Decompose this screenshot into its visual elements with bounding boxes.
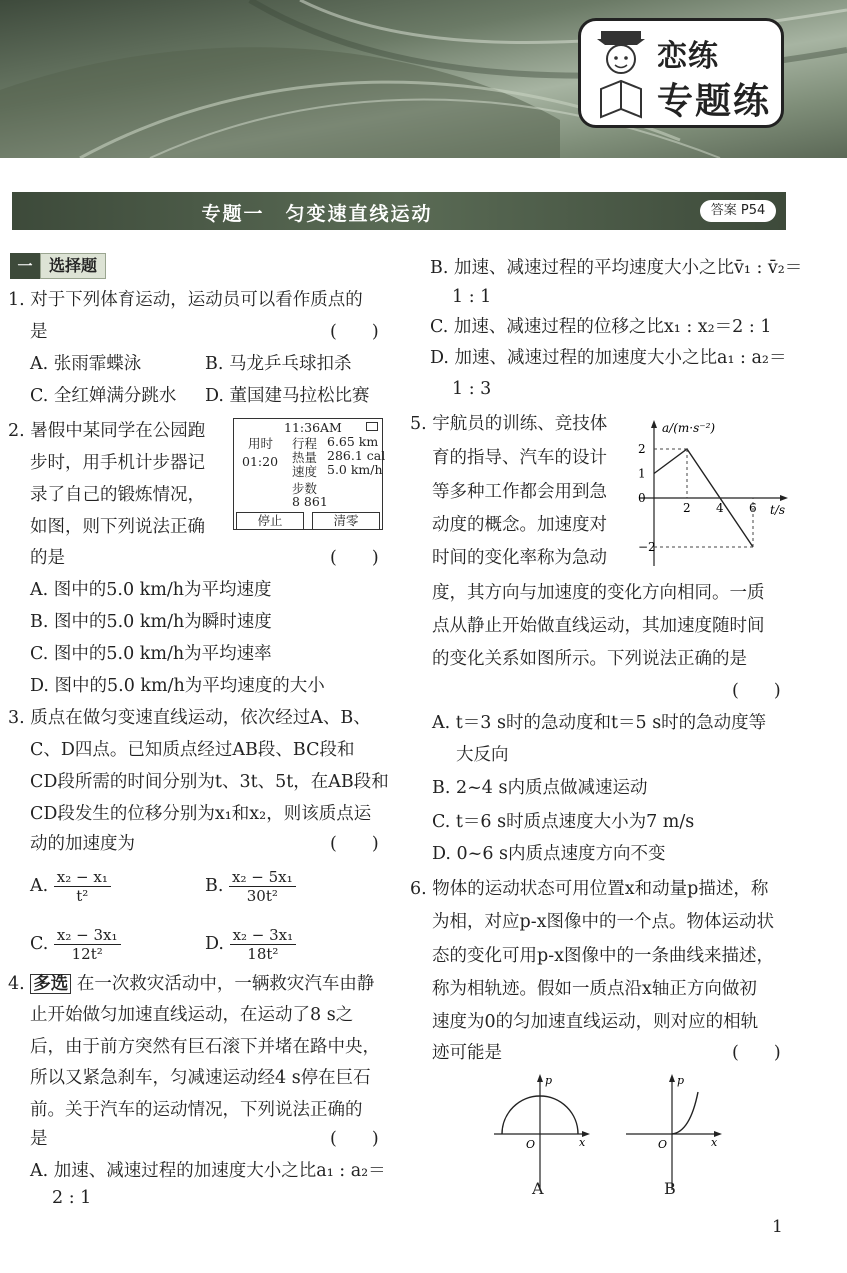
section-tag (10, 253, 106, 279)
graph-a-caption: A (532, 1179, 544, 1198)
q5-stem-line3: 等多种工作都会用到急 (432, 482, 607, 502)
section-number: 一 (10, 253, 40, 279)
q4-option-c: C. 加速、减速过程的位移之比x₁ : x₂＝2 : 1 (430, 317, 772, 337)
q3-option-b-label: B. (205, 876, 224, 896)
graph-b-curve (672, 1092, 698, 1134)
q6-stem-line1: 6. 物体的运动状态可用位置x和动量p描述，称 (410, 879, 769, 899)
graph-b-p-arrow (669, 1074, 675, 1082)
q5-option-c: C. t＝6 s时质点速度大小为7 m/s (432, 812, 695, 832)
q3-option-b-denominator: 30t² (246, 887, 278, 905)
q2-answer-paren: ( ) (330, 548, 379, 568)
q3-option-c-fraction (54, 926, 121, 963)
graph-a-p-arrow (537, 1074, 543, 1082)
x-axis-label: t/s (770, 503, 786, 517)
q5-option-d: D. 0~6 s内质点速度方向不变 (432, 844, 666, 864)
pedometer-distance-label: 行程 (292, 436, 318, 451)
q5-stem-line5: 时间的变化率称为急动 (432, 548, 607, 568)
phase-graph-b (622, 1072, 732, 1192)
q2-stem-line3: 录了自己的锻炼情况， (30, 485, 205, 505)
q4-stem-line4: 所以又紧急刹车，匀减速运动经4 s停在巨石 (30, 1068, 371, 1088)
x-tick-label-2: 2 (683, 501, 691, 515)
q4-stem-line6: 是 (30, 1129, 48, 1149)
pedometer-time: 11:36AM (284, 420, 342, 435)
q4-stem-line3: 后，由于前方突然有巨石滚下并堵在路中央， (30, 1037, 380, 1057)
x-axis-arrow (780, 495, 788, 501)
pedometer-steps-label: 步数 (292, 481, 318, 496)
q3-option-a-label: A. (30, 876, 49, 896)
q4-option-a: A. 加速、减速过程的加速度大小之比a₁ : a₂＝ (30, 1161, 386, 1181)
q3-stem-line1: 3. 质点在做匀变速直线运动，依次经过A、B、 (8, 708, 371, 728)
q1-option-a: A. 张雨霏蝶泳 (30, 354, 142, 374)
q6-answer-paren: ( ) (732, 1043, 781, 1063)
q1-answer-paren: ( ) (330, 322, 379, 342)
q3-option-d-label: D. (205, 934, 224, 954)
q4-number: 4. (8, 974, 25, 994)
q5-stem-line6: 度，其方向与加速度的变化方向相同。一质 (432, 583, 765, 603)
q5-stem-line4: 动度的概念。加速度对 (432, 515, 607, 535)
graph-a-p-label: p (545, 1074, 553, 1087)
y-tick-label-1: 1 (638, 466, 646, 481)
q4-answer-paren: ( ) (330, 1129, 379, 1149)
q2-option-b: B. 图中的5.0 km/h为瞬时速度 (30, 612, 272, 632)
q6-stem-line6: 迹可能是 (432, 1043, 502, 1063)
q6-stem-line5: 速度为0的匀加速直线运动，则对应的相轨 (432, 1012, 759, 1032)
q4-option-a-ratio: 2 : 1 (52, 1188, 92, 1208)
q3-option-c-denominator: 12t² (71, 945, 103, 963)
q3-option-d-fraction (230, 926, 297, 963)
q2-stem-line4: 如图，则下列说法正确 (30, 517, 205, 537)
q5-option-b: B. 2~4 s内质点做减速运动 (432, 778, 648, 798)
q5-stem-line8: 的变化关系如图所示。下列说法正确的是 (432, 649, 747, 669)
q4-stem-line5: 前。关于汽车的运动情况，下列说法正确的 (30, 1100, 363, 1120)
y-tick-label-0: 2 (638, 442, 646, 456)
page-number: 1 (772, 1217, 783, 1237)
q5-option-a: A. t＝3 s时的急动度和t＝5 s时的急动度等 (432, 713, 767, 733)
graph-a-origin: O (526, 1138, 536, 1151)
q6-stem-line2: 为相，对应p-x图像中的一个点。物体运动状 (432, 912, 774, 932)
q2-stem-line1: 2. 暑假中某同学在公园跑 (8, 421, 206, 441)
pedometer-heat-value: 286.1 cal (327, 448, 386, 463)
student-reading-icon (587, 25, 657, 125)
topic-header (12, 192, 786, 230)
q3-option-a (30, 868, 111, 905)
q1-option-d: D. 董国建马拉松比赛 (205, 386, 370, 406)
q3-stem-line2: C、D四点。已知质点经过AB段、BC段和 (30, 740, 355, 760)
y-axis-arrow (651, 420, 657, 428)
topic-title: 专题一 匀变速直线运动 (201, 203, 433, 225)
q3-option-c-label: C. (30, 934, 49, 954)
q1-option-b: B. 马龙乒乓球扣杀 (205, 354, 352, 374)
q4-stem-line2: 止开始做匀加速直线运动，在运动了8 s之 (30, 1005, 354, 1025)
q3-option-d (205, 926, 296, 963)
q1-stem-line2: 是 (30, 322, 48, 342)
pedometer-distance-value: 6.65 km (327, 434, 379, 449)
header-banner (0, 0, 847, 158)
x-tick-label-6: 6 (749, 501, 757, 515)
pedometer-used-value: 01:20 (242, 454, 279, 469)
pedometer-speed-value: 5.0 km/h (327, 462, 383, 477)
q3-stem-line3: CD段所需的时间分别为t、3t、5t，在AB段和 (30, 772, 389, 792)
q6-stem-line3: 态的变化可用p-x图像中的一条曲线来描述， (432, 946, 774, 966)
q5-stem-line2: 育的指导、汽车的设计 (432, 448, 607, 468)
logo-line1: 恋练 (657, 39, 719, 74)
q3-answer-paren: ( ) (330, 834, 379, 854)
q3-stem-line5: 动的加速度为 (30, 834, 135, 854)
q4-stem-text1: 在一次救灾活动中，一辆救灾汽车由静 (76, 974, 375, 994)
graph-b-x-label: x (711, 1136, 718, 1149)
q2-option-a: A. 图中的5.0 km/h为平均速度 (30, 580, 272, 600)
section-label: 选择题 (40, 253, 106, 279)
phase-graph-a (490, 1072, 600, 1192)
y-tick-label-3: −2 (638, 540, 656, 554)
q3-option-b-numerator: x₂ − 5x₁ (229, 868, 296, 887)
acceleration-time-chart (632, 418, 812, 568)
q4-option-b: B. 加速、减速过程的平均速度大小之比v̄₁ : v̄₂＝ (430, 258, 803, 278)
y-tick-label-2: 0 (638, 491, 646, 505)
q4-option-b-ratio: 1 : 1 (452, 287, 492, 307)
q3-option-b-fraction (229, 868, 296, 905)
graph-b-caption: B (664, 1179, 676, 1198)
q5-stem-line7: 点从静止开始做直线运动，其加速度随时间 (432, 616, 765, 636)
graph-b-origin: O (658, 1138, 668, 1151)
q1-stem-line1: 1. 对于下列体育运动，运动员可以看作质点的 (8, 290, 363, 310)
pedometer-stop-button[interactable]: 停止 (236, 512, 304, 530)
q5-answer-paren: ( ) (732, 681, 781, 701)
pedometer-steps-value: 8 861 (292, 494, 328, 509)
pedometer-clear-button[interactable]: 清零 (312, 512, 380, 530)
q2-stem-line5: 的是 (30, 548, 65, 568)
q5-option-a-cont: 大反向 (456, 745, 509, 765)
x-tick-label-4: 4 (716, 501, 724, 515)
pedometer-used-label: 用时 (248, 436, 274, 451)
q6-stem-line4: 称为相轨迹。假如一质点沿x轴正方向做初 (432, 979, 757, 999)
q3-option-a-fraction (54, 868, 111, 905)
q4-stem-line1 (8, 973, 374, 995)
q2-stem-line2: 步时，用手机计步器记 (30, 453, 205, 473)
multiple-choice-tag: 多选 (30, 974, 71, 994)
q2-option-c: C. 图中的5.0 km/h为平均速率 (30, 644, 272, 664)
q3-option-c (30, 926, 121, 963)
logo-line2: 专题练 (657, 81, 772, 122)
pedometer-speed-label: 速度 (292, 464, 318, 479)
q3-option-a-denominator: t² (76, 887, 89, 905)
brand-logo (578, 18, 784, 128)
q4-option-d-ratio: 1 : 3 (452, 379, 492, 399)
q3-option-a-numerator: x₂ − x₁ (54, 868, 111, 887)
battery-icon (366, 422, 378, 431)
pedometer-screen (233, 418, 386, 530)
q3-option-b (205, 868, 296, 905)
q3-stem-line4: CD段发生的位移分别为x₁和x₂，则该质点运 (30, 804, 372, 824)
q3-option-d-numerator: x₂ − 3x₁ (230, 926, 297, 945)
q4-option-d: D. 加速、减速过程的加速度大小之比a₁ : a₂＝ (430, 348, 787, 368)
y-axis-label: a/(m·s⁻²) (662, 421, 716, 435)
pedometer-heat-label: 热量 (292, 450, 318, 465)
graph-a-x-label: x (579, 1136, 586, 1149)
graph-b-p-label: p (677, 1074, 685, 1087)
q3-option-c-numerator: x₂ − 3x₁ (54, 926, 121, 945)
q1-option-c: C. 全红婵满分跳水 (30, 386, 177, 406)
answer-reference: 答案 P54 (700, 200, 776, 222)
q5-stem-line1: 5. 宇航员的训练、竞技体 (410, 414, 608, 434)
q2-option-d: D. 图中的5.0 km/h为平均速度的大小 (30, 676, 325, 696)
q3-option-d-denominator: 18t² (247, 945, 279, 963)
